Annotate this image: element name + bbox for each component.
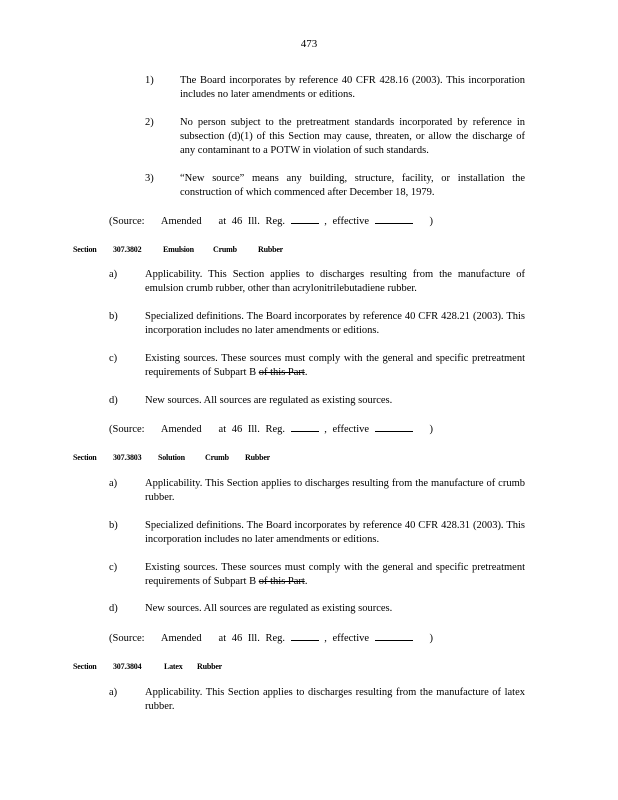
section-title-word: Rubber bbox=[245, 453, 271, 462]
source-close: ) bbox=[429, 424, 434, 435]
section-title-word: Solution bbox=[158, 453, 185, 462]
section-heading bbox=[73, 243, 283, 257]
subsection-text: Applicability. This Section applies to discharges resulting from the manufacture of emulsion crumb rubber, other than acrylonitrilebutadiene rubber. bbox=[145, 269, 525, 294]
subsection-mark: c) bbox=[109, 562, 118, 573]
section-heading bbox=[73, 660, 222, 674]
source-close: ) bbox=[429, 633, 434, 644]
subsection-mark: b) bbox=[109, 520, 118, 531]
register-blank bbox=[291, 213, 319, 224]
section-heading bbox=[73, 451, 270, 465]
page-number: 473 bbox=[300, 38, 318, 50]
section-title-word: Crumb bbox=[213, 245, 237, 254]
source-note bbox=[109, 421, 433, 437]
item-text: “New source” means any building, structure, facility, or installation the construction of which commenced after December 18, 1979. bbox=[180, 173, 525, 198]
subsection-text: Specialized definitions. The Board incorporates by reference 40 CFR 428.31 (2003). This incorporation includes no later amendments or editions. bbox=[145, 520, 525, 545]
subsection-text: Applicability. This Section applies to discharges resulting from the manufacture of crumb rubber. bbox=[145, 478, 525, 503]
struck-text: of this Part bbox=[258, 367, 305, 378]
section-word: Section bbox=[73, 245, 97, 254]
section-title-word: Emulsion bbox=[163, 245, 194, 254]
subsection-mark: c) bbox=[109, 353, 118, 364]
register-blank bbox=[291, 630, 319, 641]
item-number: 1) bbox=[145, 75, 154, 86]
text-end: . bbox=[304, 367, 308, 378]
effective-date-blank bbox=[375, 421, 413, 432]
source-note bbox=[109, 630, 433, 646]
section-title-word: Latex bbox=[164, 662, 183, 671]
source-prefix: (Source: Amended at 46 Ill. Reg. bbox=[109, 424, 286, 435]
source-effective: , effective bbox=[324, 633, 370, 644]
section-number: 307.3804 bbox=[113, 662, 142, 671]
source-note bbox=[109, 213, 433, 229]
item-number: 3) bbox=[145, 173, 154, 184]
register-blank bbox=[291, 421, 319, 432]
source-prefix: (Source: Amended at 46 Ill. Reg. bbox=[109, 633, 286, 644]
subsection-text: New sources. All sources are regulated as existing sources. bbox=[145, 603, 393, 614]
item-number: 2) bbox=[145, 117, 154, 128]
item-text: The Board incorporates by reference 40 CFR 428.16 (2003). This incorporation includes no later amendments or editions. bbox=[180, 75, 525, 100]
effective-date-blank bbox=[375, 213, 413, 224]
struck-text: of this Part bbox=[258, 576, 305, 587]
text-end: . bbox=[304, 576, 308, 587]
section-title-word: Rubber bbox=[258, 245, 284, 254]
text-main: Existing sources. These sources must comply with the general and specific pretreatment requirements of Subpart B bbox=[145, 562, 525, 587]
source-prefix: (Source: Amended at 46 Ill. Reg. bbox=[109, 216, 286, 227]
subsection-text: Specialized definitions. The Board incorporates by reference 40 CFR 428.21 (2003). This incorporation includes no later amendments or editions. bbox=[145, 311, 525, 336]
subsection-mark: a) bbox=[109, 478, 118, 489]
subsection-text bbox=[145, 561, 525, 589]
subsection-text: Applicability. This Section applies to discharges resulting from the manufacture of latex rubber. bbox=[145, 687, 525, 712]
section-title-word: Rubber bbox=[197, 662, 223, 671]
section-title-word: Crumb bbox=[205, 453, 229, 462]
subsection-mark: b) bbox=[109, 311, 118, 322]
subsection-text: New sources. All sources are regulated as existing sources. bbox=[145, 395, 393, 406]
subsection-mark: a) bbox=[109, 269, 118, 280]
source-close: ) bbox=[429, 216, 434, 227]
section-word: Section bbox=[73, 453, 97, 462]
subsection-mark: a) bbox=[109, 687, 118, 698]
text-main: Existing sources. These sources must comply with the general and specific pretreatment requirements of Subpart B bbox=[145, 353, 525, 378]
source-effective: , effective bbox=[324, 216, 370, 227]
item-text: No person subject to the pretreatment standards incorporated by reference in subsection (d)(1) of this Section may cause, threaten, or allow the discharge of any contaminant to a POTW in violation of such standards. bbox=[180, 117, 525, 156]
source-effective: , effective bbox=[324, 424, 370, 435]
section-number: 307.3803 bbox=[113, 453, 142, 462]
section-number: 307.3802 bbox=[113, 245, 142, 254]
section-word: Section bbox=[73, 662, 97, 671]
subsection-text bbox=[145, 352, 525, 380]
effective-date-blank bbox=[375, 630, 413, 641]
subsection-mark: d) bbox=[109, 603, 118, 614]
subsection-mark: d) bbox=[109, 395, 118, 406]
